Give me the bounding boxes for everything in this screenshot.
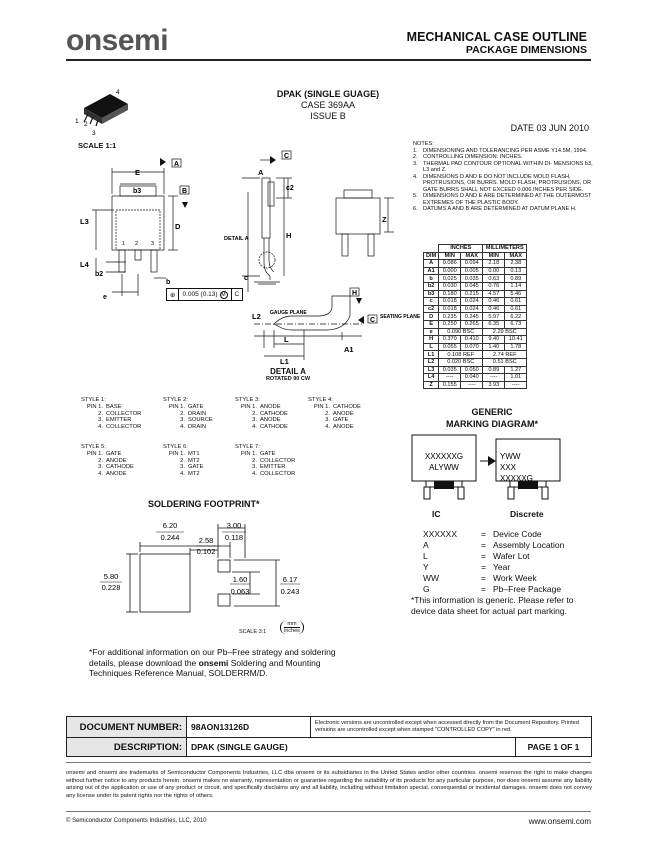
table-row [424,313,527,321]
top-pin-2: 2 [135,241,139,247]
table-row [424,260,527,268]
pin-4-label: 4 [116,89,120,96]
table-row [424,351,527,359]
style-pin-row: PIN 1. ANODE [240,403,281,410]
dim-value-cell: 5.46 [505,290,527,298]
legend-row: A = Assembly Location [423,540,565,550]
dim-e-label: e [103,294,107,301]
dim-value-cell: 0.370 [439,336,461,344]
dim-value-cell: 0.46 [483,298,505,306]
table-header: DIM [424,252,439,260]
dim-value-cell: 0.094 [461,260,483,268]
dim-Z-label: Z [382,215,387,224]
dim-5.80-mm: 5.80 [103,572,119,581]
ic-marking-line1: XXXXXXG [424,452,464,461]
tolerance-datum-c: C [234,291,240,298]
pin-2-label: 2 [84,121,88,128]
dim-value-cell: 0.410 [461,336,483,344]
discrete-marking-line1: YWW [500,452,521,461]
dim-value-cell: 0.070 [461,343,483,351]
package-3d-icon [70,86,140,138]
dim-H-label: H [286,231,292,240]
dim-value-cell: 0.51 BSC [483,358,527,366]
dim-value-cell: 1.27 [505,366,527,374]
legend-row: XXXXXX = Device Code [423,529,542,539]
package-case: CASE 369AA [300,100,356,110]
style-pin-row: 3. SOURCE [180,417,213,424]
dim-6.20-in: 0.244 [160,533,180,542]
notes-title: NOTES: [413,141,434,147]
table-row [424,282,527,290]
dim-value-cell: 1.14 [505,282,527,290]
dim-symbol-cell: L1 [424,351,439,359]
style-pin-row: 3. ANODE [252,417,281,424]
style-pin-row: 4. CATHODE [252,424,288,431]
dim-5.80-in: 0.228 [101,583,121,592]
legend-row: Y = Year [423,562,511,572]
dim-symbol-cell: H [424,336,439,344]
style-pin-row: 4. DRAIN [180,424,207,431]
dim-value-cell: 10.41 [505,336,527,344]
dim-6.17-in: 0.243 [280,587,300,596]
dim-c2-label: c2 [286,185,294,192]
detail-a-title: DETAIL A [270,367,306,376]
datum-C-label: C [284,153,290,160]
dim-value-cell: 6.73 [505,320,527,328]
footprint-units [280,621,304,634]
note-item: 4. DIMENSIONS D AND E DO NOT INCLUDE MOLD FLASH, PROTRUSIONS, OR BURRS. MOLD FLASH, PROTRUSIONS, OR GATE BURRS SHALL NOT EXCEED 0.006 INCHES PER SIDE. [413,173,592,193]
legend-row: L = Wafer Lot [423,551,530,561]
dim-value-cell: 0.245 [461,313,483,321]
doc-number-label: DOCUMENT NUMBER: [67,717,187,738]
doc-description-label: DESCRIPTION: [67,738,187,757]
dim-L1-label: L1 [280,357,289,366]
dim-value-cell: 1.01 [505,374,527,382]
dim-symbol-cell: A [424,260,439,268]
dim-c-label: c [244,275,248,282]
dim-b-label: b [166,279,171,286]
pin-style-block [81,397,141,431]
package-issue: ISSUE B [310,111,346,121]
style-pin-row: 2. ANODE [98,457,127,464]
style-title: STYLE 6: [163,444,188,450]
doc-page: PAGE 1 OF 1 [516,738,592,757]
dim-value-cell: 0.89 [483,366,505,374]
style-pin-row: 3. GATE [180,464,204,471]
dim-value-cell: 6.35 [483,320,505,328]
dim-value-cell: 0.018 [439,298,461,306]
dim-value-cell: 0.024 [461,305,483,313]
style-pin-row: 3. GATE [325,417,349,424]
detail-a-caption [238,367,338,382]
table-header: MAX [461,252,483,260]
units-inches: inches [284,628,300,634]
style-pin-row: PIN 1. CATHODE [313,403,361,410]
marking-legend [423,529,564,595]
discrete-marking-line3: XXXXXG [500,474,533,483]
soldering-footnote: *For additional information on our Pb–Free strategy and soldering details, please download the onsemi Soldering and Mounting Techniques Reference Manual, SOLDERRM/D. [89,647,336,678]
dim-value-cell: 0.235 [439,313,461,321]
table-row [424,290,527,298]
pin-styles-block [81,397,381,487]
note-item: 6. DATUMS A AND B ARE DETERMINED AT DATUM PLANE H. [413,206,577,212]
dim-value-cell: 0.086 [439,260,461,268]
note-item: 5. DIMENSIONS D AND E ARE DETERMINED AT THE OUTERMOST EXTREMES OF THE PLASTIC BODY. [413,193,592,206]
page-subtitle: PACKAGE DIMENSIONS [465,44,587,56]
style-pin-row: 2. ANODE [325,410,354,417]
dim-E-label: E [135,168,141,177]
dim-symbol-cell: b [424,275,439,283]
table-row [424,358,527,366]
style-pin-row: 4. ANODE [98,471,127,478]
dim-value-cell: ---- [461,381,483,389]
header-divider [66,59,591,61]
dim-2.58-in: 0.102 [196,547,216,556]
end-view-drawing [328,186,400,266]
dim-3.00-mm: 3.00 [226,521,242,530]
dim-value-cell: 2.18 [483,260,505,268]
dim-value-cell: 2.74 REF [483,351,527,359]
package-date: DATE 03 JUN 2010 [510,123,589,133]
dim-1.60-mm: 1.60 [232,575,248,584]
style-title: STYLE 3: [235,397,260,403]
style-pin-row: 2. COLLECTOR [98,410,142,417]
dim-6.17-mm: 6.17 [282,575,298,584]
table-header: MIN [483,252,505,260]
discrete-label: Discrete [510,509,544,519]
dim-value-cell: 0.265 [461,320,483,328]
dim-L2-label: L2 [252,312,261,321]
style-title: STYLE 4: [308,397,333,403]
notes-block [413,141,593,213]
style-pin-row: 2. COLLECTOR [252,457,296,464]
dimension-table-body [424,260,527,389]
style-pin-row: PIN 1. GATE [240,450,276,457]
onsemi-logo: onsemi [66,24,169,57]
dim-value-cell: 0.215 [461,290,483,298]
style-pin-row: 3. EMITTER [252,464,286,471]
dim-value-cell: 0.055 [439,343,461,351]
dim-value-cell: ---- [439,374,461,382]
dim-symbol-cell: L2 [424,358,439,366]
disclaimer-divider [66,762,591,763]
dim-L-label: L [284,335,289,344]
dim-L3-label: L3 [80,217,89,226]
note-item: 3. THERMAL PAD CONTOUR OPTIONAL WITHIN DI- MENSIONS b3, L3 and Z. [413,160,593,173]
style-title: STYLE 2: [163,397,188,403]
dim-symbol-cell: L [424,343,439,351]
dim-value-cell: 1.40 [483,343,505,351]
dim-symbol-cell: L3 [424,366,439,374]
dim-symbol-cell: D [424,313,439,321]
dim-symbol-cell: E [424,320,439,328]
datum-H-label: H [352,290,358,297]
table-row [424,320,527,328]
dim-symbol-cell: b2 [424,282,439,290]
style-title: STYLE 7: [235,444,260,450]
dim-6.20-mm: 6.20 [162,521,178,530]
dim-value-cell: 0.00 [483,267,505,275]
pin-style-block [163,444,203,478]
table-header: MIN [439,252,461,260]
marking-diagrams [404,431,574,513]
table-row [424,298,527,306]
dim-symbol-cell: e [424,328,439,336]
marking-footnote: *This information is generic. Please refer to device data sheet for actual part marking. [411,595,574,616]
dim-value-cell: 0.035 [461,275,483,283]
style-pin-row: 3. EMITTER [98,417,132,424]
style-pin-row: 2. CATHODE [252,410,288,417]
pin-3-label: 3 [92,130,96,137]
dim-1.60-in: 0.063 [230,587,250,596]
dim-value-cell: 0.155 [439,381,461,389]
legal-disclaimer: onsemi and onsemi are trademarks of Semiconductor Components Industries, LLC dba onsemi or its subsidiaries in the United States and/or other countries. onsemi reserves the right to make changes without further notice to any products herein. onsemi makes no warranty, representation or guarantee regarding the suitability of its products for any particular purpose, nor does onsemi assume any liability arising out of the application or use of any product or circuit, and specifically disclaims any and all liability, including without limitation special, consequential or incidental damages. onsemi does not convey any license under its patent rights nor the rights of others. [66,770,592,799]
dim-b3-label: b3 [133,188,142,195]
pin-style-block [308,397,361,431]
table-row [424,328,527,336]
dim-A1-label: A1 [344,345,354,354]
gauge-plane-label: GAUGE PLANE [270,310,307,316]
style-pin-row: 2. DRAIN [180,410,207,417]
dim-b2-label: b2 [95,271,104,278]
table-row [424,366,527,374]
detail-a-drawing [234,286,424,366]
style-pin-row: PIN 1. MT1 [168,450,200,457]
table-row [424,275,527,283]
note-item: 2. CONTROLLING DIMENSION: INCHES. [413,154,523,160]
datum-A-label: A [174,161,180,168]
dimension-table [423,244,527,389]
dim-value-cell: 0.090 BSC [439,328,483,336]
dim-value-cell: ---- [483,374,505,382]
pin-style-block [235,444,295,478]
page-title: MECHANICAL CASE OUTLINE [406,30,587,44]
dim-value-cell: 2.38 [505,260,527,268]
table-header: MAX [505,252,527,260]
dim-symbol-cell: A1 [424,267,439,275]
dim-value-cell: 0.108 REF [439,351,483,359]
dim-value-cell: 0.025 [439,275,461,283]
table-row [424,381,527,389]
top-pin-3: 3 [151,241,155,247]
tolerance-value: 0.005 (0.13) [182,291,218,298]
detail-a-callout: DETAIL A [224,236,249,242]
table-row [424,336,527,344]
dim-value-cell: 0.63 [483,275,505,283]
table-group-mm: MILLIMETERS [483,245,527,253]
dim-value-cell: 0.045 [461,282,483,290]
discrete-marking-line2: XXX [500,463,517,472]
style-pin-row: 3. CATHODE [98,464,134,471]
dim-value-cell: 0.61 [505,298,527,306]
side-view-drawing [220,142,310,302]
pin-style-block [163,397,213,431]
dim-value-cell: 0.050 [461,366,483,374]
scale-label: SCALE 1:1 [78,141,117,150]
dim-value-cell: 0.13 [505,267,527,275]
style-pin-row: 4. ANODE [325,424,354,431]
doc-description: DPAK (SINGLE GAUGE) [187,738,516,757]
dim-D-label: D [175,222,181,231]
dim-value-cell: 0.040 [461,374,483,382]
detail-a-rotated: ROTATED 90 CW [265,376,311,382]
doc-number: 98AON13126D [187,717,311,738]
dim-value-cell: 2.29 BSC [483,328,527,336]
note-item: 1. DIMENSIONING AND TOLERANCING PER ASME Y14.5M, 1994. [413,147,588,154]
dim-value-cell: 0.035 [439,366,461,374]
seating-plane-label: SEATING PLANE [380,314,421,320]
datum-B-label: B [182,188,188,195]
style-pin-row: PIN 1. GATE [86,450,122,457]
footer-divider [66,811,591,812]
pin-style-block [235,397,288,431]
dim-value-cell: 0.024 [461,298,483,306]
soldering-title: SOLDERING FOOTPRINT* [148,499,260,509]
dim-value-cell: 0.76 [483,282,505,290]
seating-datum-C: C [370,317,376,324]
mmc-symbol: M [221,291,226,298]
dim-value-cell: 0.250 [439,320,461,328]
document-info-table [66,716,592,757]
dim-value-cell: 0.000 [439,267,461,275]
dim-value-cell: 1.78 [505,343,527,351]
dim-2.58-mm: 2.58 [198,536,214,545]
dim-value-cell: 0.005 [461,267,483,275]
style-pin-row: PIN 1. BASE [86,403,122,410]
table-row [424,305,527,313]
style-title: STYLE 1: [81,397,106,403]
table-row [424,343,527,351]
dim-value-cell: ---- [505,381,527,389]
style-pin-row: 4. MT2 [180,471,200,478]
dim-value-cell: 0.46 [483,305,505,313]
dim-value-cell: 0.61 [505,305,527,313]
style-pin-row: 4. COLLECTOR [252,471,296,478]
dim-value-cell: 9.40 [483,336,505,344]
table-row [424,267,527,275]
table-group-inches: INCHES [439,245,483,253]
dim-symbol-cell: Z [424,381,439,389]
dim-value-cell: 6.22 [505,313,527,321]
dim-value-cell: 0.020 BSC [439,358,483,366]
top-pin-1: 1 [122,241,126,247]
legend-row: G = Pb–Free Package [423,584,562,594]
legend-row: WW = Work Week [423,573,537,583]
package-title-block [248,89,408,122]
style-pin-row: PIN 1. GATE [168,403,204,410]
dim-symbol-cell: c2 [424,305,439,313]
marking-title: GENERIC MARKING DIAGRAM* [446,407,538,429]
package-name: DPAK (SINGLE GUAGE) [276,89,380,99]
dim-value-cell: 3.93 [483,381,505,389]
dim-value-cell: 4.57 [483,290,505,298]
footprint-scale: SCALE 3:1 [239,629,267,635]
style-pin-row: 2. MT2 [180,457,200,464]
dim-value-cell: 0.180 [439,290,461,298]
dim-symbol-cell: b3 [424,290,439,298]
dim-A-label: A [258,168,264,177]
ic-marking-line2: ALYWW [429,463,459,472]
pin-style-block [81,444,134,478]
table-row [424,374,527,382]
dim-L4-label: L4 [80,260,89,269]
dim-value-cell: 0.030 [439,282,461,290]
position-icon: ⊕ [167,289,179,300]
dim-3.00-in: 0.118 [224,533,244,542]
style-pin-row: 4. COLLECTOR [98,424,142,431]
website-link[interactable]: www.onsemi.com [528,817,591,826]
dim-symbol-cell: c [424,298,439,306]
pin-1-label: 1 [75,118,79,125]
units-mm: mm [284,621,300,628]
style-title: STYLE 5: [81,444,106,450]
doc-electronic-note: Electronic versions are uncontrolled except when accessed directly from the Document Repository. Printed versions are uncontrolled except when stamped "CONTROLLED COPY" in red. [311,717,592,738]
top-view-drawing [76,150,206,310]
ic-label: IC [432,509,441,519]
copyright: © Semiconductor Components Industries, LLC, 2010 [66,818,207,824]
dim-value-cell: 0.018 [439,305,461,313]
dim-value-cell: 5.97 [483,313,505,321]
dim-symbol-cell: L4 [424,374,439,382]
dim-value-cell: 0.89 [505,275,527,283]
